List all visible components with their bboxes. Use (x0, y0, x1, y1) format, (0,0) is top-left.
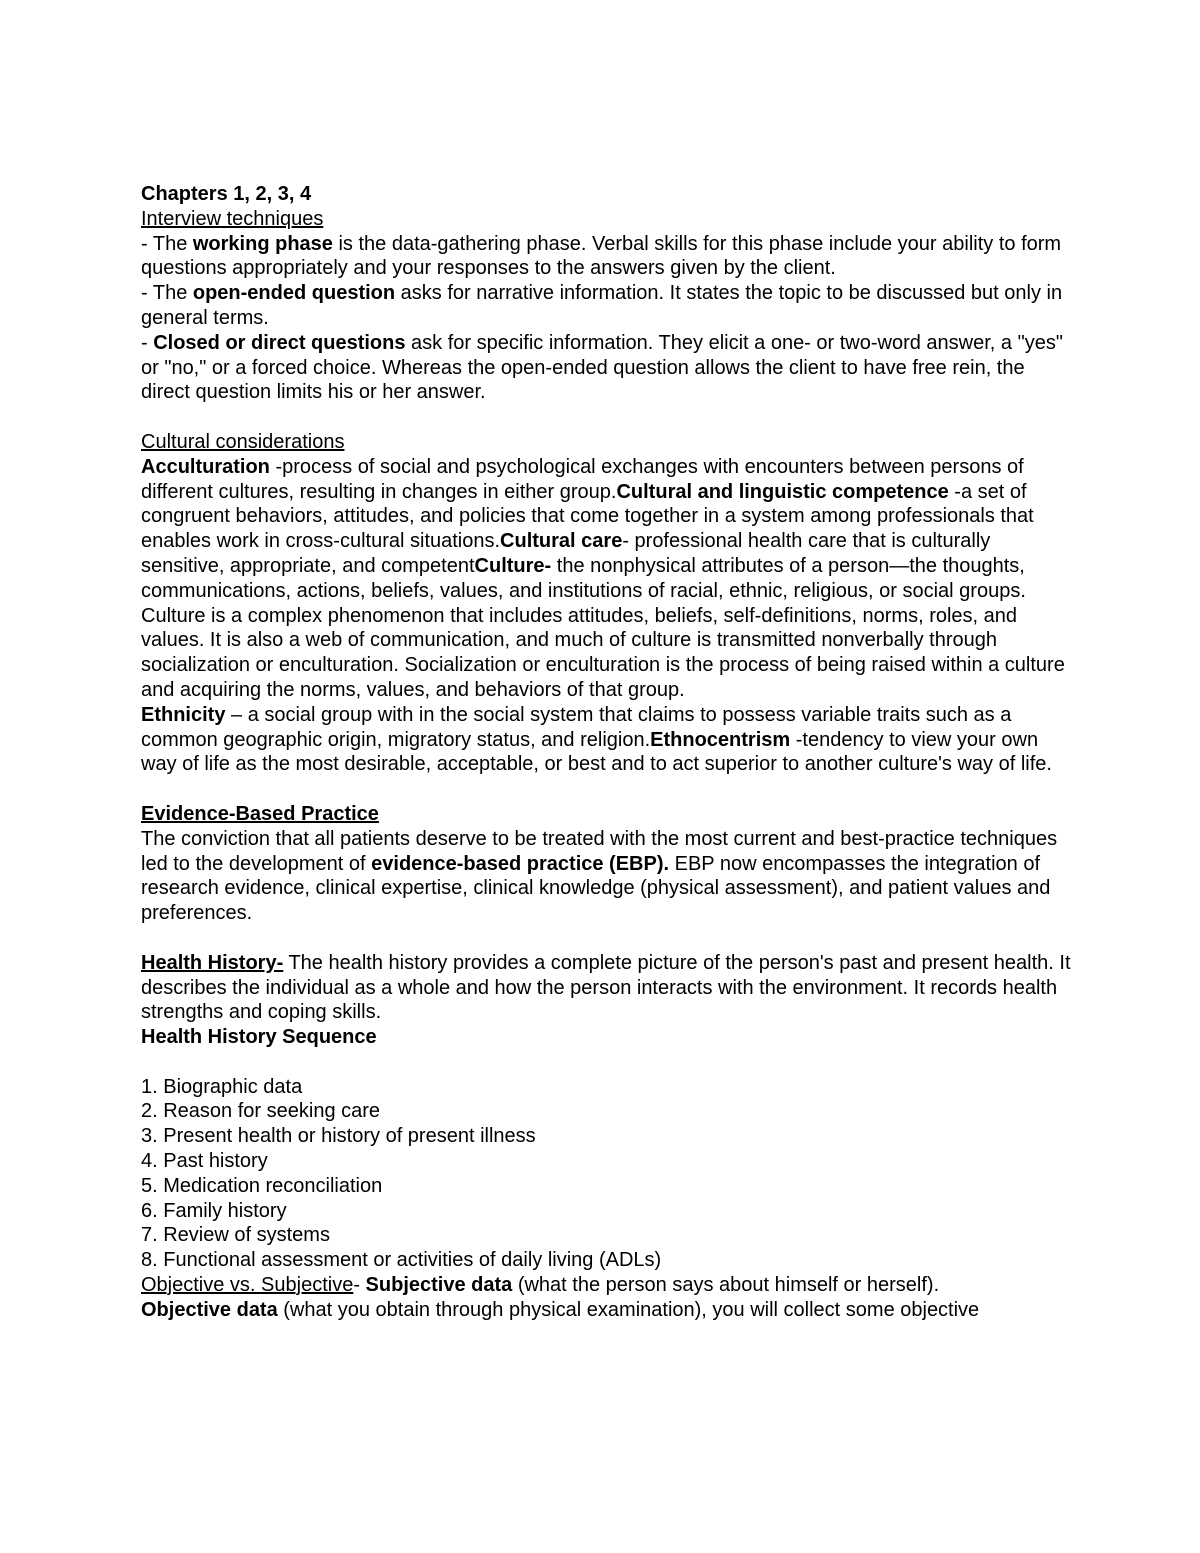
ebp-paragraph: The conviction that all patients deserve to be treated with the most current and best-practice techniques led to the development of evidence-based practice (EBP). EBP now encompasses the integration of research evidence, clinical expertise, clinical knowledge (physical assessment), and patient values and preferences. (141, 827, 1058, 925)
document-title: Chapters 1, 2, 3, 4 (141, 183, 312, 205)
cultural-heading: Cultural considerations (141, 430, 345, 453)
term-ethnicity: Ethnicity (141, 703, 226, 726)
cultural-paragraph: Acculturation -process of social and psychological exchanges with encounters between persons of different cultures, resulting in changes in either group.Cultural and linguistic competence -a set of congruent behaviors, attitudes, and policies that come together in a system among professionals that enables work in cross-cultural situations.Cultural care- professional health care that is culturally sensitive, appropriate, and competentCulture- the nonphysical attributes of a person—the thoughts, communications, actions, beliefs, values, and institutions of racial, ethnic, religious, or social groups. Culture is a complex phenomenon that includes attitudes, beliefs, self-definitions, norms, roles, and values. It is also a web of communication, and much of culture is transmitted nonverbally through socialization or enculturation. Socialization or enculturation is the process of being raised within a culture and acquiring the norms, values, and behaviors of that group. (141, 455, 1065, 701)
spacer (141, 926, 1071, 951)
objective-data-paragraph: Objective data (what you obtain through physical examination), you will collect some objective (141, 1298, 980, 1321)
objective-subjective-heading: Objective vs. Subjective (141, 1274, 354, 1297)
document-page (141, 182, 1071, 1323)
term-cultural-care: Cultural care (500, 530, 623, 553)
list-item: 4. Past history (141, 1150, 268, 1173)
term-closed-questions: Closed or direct questions (153, 331, 406, 354)
list-item: 5. Medication reconciliation (141, 1174, 383, 1197)
spacer (141, 777, 1071, 802)
spacer (141, 1050, 1071, 1075)
term-ethnocentrism: Ethnocentrism (650, 728, 791, 751)
term-subjective-data: Subjective data (365, 1274, 513, 1297)
objective-subjective-paragraph: Objective vs. Subjective- Subjective data (what the person says about himself or herself). (141, 1274, 940, 1297)
health-sequence-heading: Health History Sequence (141, 1026, 377, 1049)
list-item: 1. Biographic data (141, 1075, 303, 1098)
term-objective-data: Objective data (141, 1298, 278, 1321)
term-culture: Culture- (474, 554, 552, 577)
interview-heading: Interview techniques (141, 207, 324, 230)
term-acculturation: Acculturation (141, 455, 270, 478)
list-item: 3. Present health or history of present illness (141, 1125, 536, 1148)
list-item: 7. Review of systems (141, 1224, 330, 1247)
open-ended-paragraph: - The open-ended question asks for narrative information. It states the topic to be discussed but only in general terms. (141, 282, 1063, 329)
working-phase-paragraph: - The working phase is the data-gathering phase. Verbal skills for this phase include your ability to form questions appropriately and your responses to the answers given by the client. (141, 232, 1062, 280)
list-item: 8. Functional assessment or activities of daily living (ADLs) (141, 1249, 662, 1272)
ebp-heading: Evidence-Based Practice (141, 802, 379, 825)
spacer (141, 405, 1071, 430)
health-history-paragraph: Health History- The health history provides a complete picture of the person's past and present health. It describes the individual as a whole and how the person interacts with the environment. It records health strengths and coping skills. (141, 951, 1071, 1024)
term-cultural-competence: Cultural and linguistic competence (616, 480, 949, 503)
term-working-phase: working phase (192, 232, 333, 255)
term-open-ended: open-ended question (192, 282, 396, 305)
list-item: 6. Family history (141, 1199, 287, 1222)
closed-questions-paragraph: - Closed or direct questions ask for specific information. They elicit a one- or two-word answer, a "yes" or "no," or a forced choice. Whereas the open-ended question allows the client to have free rein, the direct question limits his or her answer. (141, 331, 1063, 404)
list-item: 2. Reason for seeking care (141, 1100, 381, 1123)
term-ebp: evidence-based practice (EBP). (371, 852, 670, 875)
ethnicity-paragraph: Ethnicity – a social group with in the social system that claims to possess variable traits such as a common geographic origin, migratory status, and religion.Ethnocentrism -tendency to view your own way of life as the most desirable, acceptable, or best and to act superior to another culture's way of life. (141, 703, 1052, 776)
health-history-heading: Health History- (141, 951, 284, 974)
